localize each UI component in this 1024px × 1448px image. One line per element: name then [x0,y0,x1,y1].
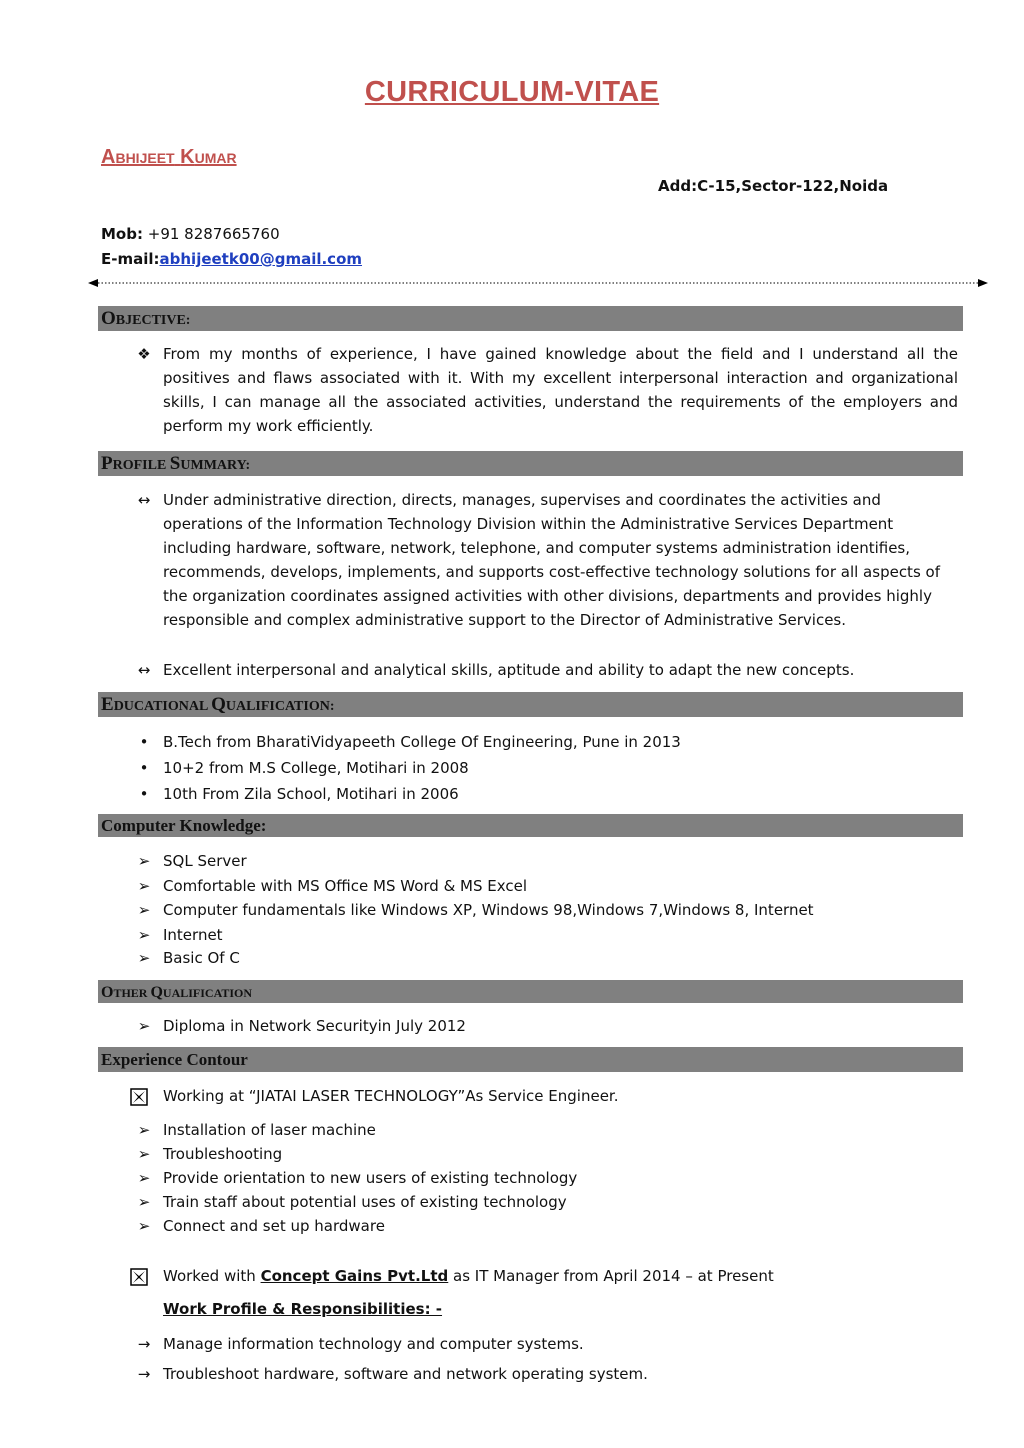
education-item: 10+2 from M.S College, Motihari in 2008 [163,759,469,777]
arrowhead-bullet-icon: ➢ [137,949,151,967]
profile-item: Under administrative direction, directs, manages, supervises and coordinates the activities and operations of the Information Technology Division within the Administrative Services Department including hardware, software, network, telephone, and computer systems administration identifies, recommends, develops, implements, and supports cost-effective technology solutions for all aspects of the organization coordinates assigned activities with other divisions, departments and provides highly responsible and complex administrative support to the Director of Administrative Services. [163,491,940,629]
job1-item: Installation of laser machine [163,1121,376,1139]
arrowhead-bullet-icon: ➢ [137,877,151,895]
job1-item: Troubleshooting [163,1145,283,1163]
divider-arrow-line [88,276,988,290]
arrowhead-bullet-icon: ➢ [137,926,151,944]
education-item: 10th From Zila School, Motihari in 2006 [163,785,459,803]
arrowhead-bullet-icon: ➢ [137,852,151,870]
company-name: Concept Gains Pvt.Ltd [260,1267,449,1285]
job2-item: Manage information technology and computer systems. [163,1335,584,1353]
arrowhead-bullet-icon: ➢ [137,1121,151,1139]
email-link[interactable]: abhijeetk00@gmail.com [159,250,363,268]
section-objective-heading: OBJECTIVE: [98,306,963,331]
computer-item: SQL Server [163,852,247,870]
boxed-star-bullet-icon [130,1268,148,1286]
section-education-heading: EDUCATIONAL QUALIFICATION: [98,692,963,717]
job1-item: Connect and set up hardware [163,1217,385,1235]
arrowhead-bullet-icon: ➢ [137,1193,151,1211]
computer-item: Internet [163,926,223,944]
double-arrow-bullet-icon: ↔ [137,491,151,509]
right-arrow-bullet-icon: → [137,1365,151,1383]
dot-bullet-icon: • [139,759,149,777]
page-title: CURRICULUM-VITAE [364,76,660,108]
job1-item: Train staff about potential uses of existing technology [163,1193,567,1211]
job2-item: Troubleshoot hardware, software and network operating system. [163,1365,648,1383]
objective-text: From my months of experience, I have gained knowledge about the field and I understand all the positives and flaws associated with it. With my excellent interpersonal interaction and organizational skills, I can manage all the associated activities, understand the requirements of the employers and perform my work efficiently. [163,345,958,435]
mobile: Mob: +91 8287665760 [101,225,280,243]
applicant-name: ABHIJEET KUMAR [101,146,237,168]
arrowhead-bullet-icon: ➢ [137,1145,151,1163]
right-arrow-bullet-icon: → [137,1335,151,1353]
job1-item: Provide orientation to new users of existing technology [163,1169,578,1187]
double-arrow-bullet-icon: ↔ [137,661,151,679]
email: E-mail:abhijeetk00@gmail.com [101,250,363,268]
dot-bullet-icon: • [139,733,149,751]
arrowhead-bullet-icon: ➢ [137,901,151,919]
address: Add:C-15,Sector-122,Noida [658,177,889,195]
job2-title: Worked with Concept Gains Pvt.Ltd as IT Manager from April 2014 – at Present [163,1267,774,1285]
computer-item: Comfortable with MS Office MS Word & MS Excel [163,877,528,895]
job1-title: Working at “JIATAI LASER TECHNOLOGY”As Service Engineer. [163,1087,619,1105]
arrowhead-bullet-icon: ➢ [137,1217,151,1235]
arrowhead-bullet-icon: ➢ [137,1017,151,1035]
section-experience-heading: Experience Contour [98,1047,963,1072]
section-other-heading: OTHER QUALIFICATION [98,980,963,1003]
other-item: Diploma in Network Securityin July 2012 [163,1017,466,1035]
arrowhead-bullet-icon: ➢ [137,1169,151,1187]
computer-item: Computer fundamentals like Windows XP, Windows 98,Windows 7,Windows 8, Internet [163,901,814,919]
work-profile-label: Work Profile & Responsibilities: - [163,1300,443,1318]
diamond-bullet-icon: ❖ [137,345,151,363]
dot-bullet-icon: • [139,785,149,803]
boxed-star-bullet-icon [130,1088,148,1106]
computer-item: Basic Of C [163,949,240,967]
profile-item: Excellent interpersonal and analytical skills, aptitude and ability to adapt the new concepts. [163,661,855,679]
section-profile-heading: PROFILE SUMMARY: [98,451,963,476]
education-item: B.Tech from BharatiVidyapeeth College Of Engineering, Pune in 2013 [163,733,681,751]
section-computer-heading: Computer Knowledge: [98,814,963,837]
